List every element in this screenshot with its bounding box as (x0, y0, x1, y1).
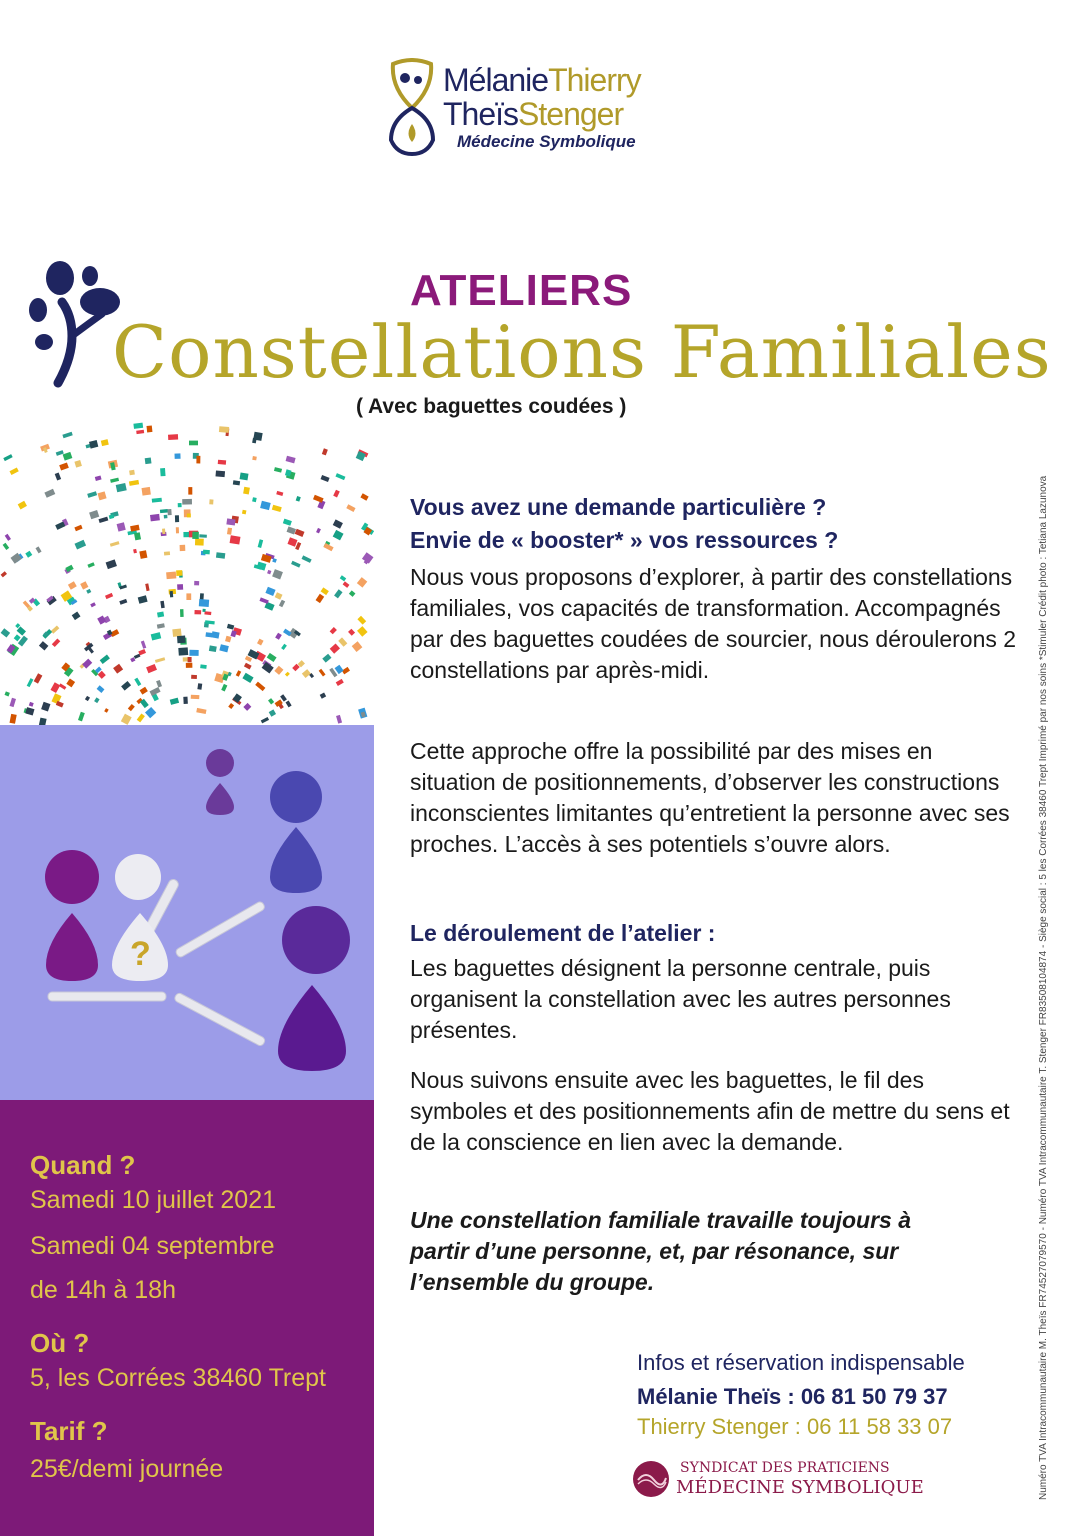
confetti-piece (202, 609, 205, 612)
confetti-piece (128, 704, 135, 711)
confetti-piece (242, 510, 246, 515)
confetti-piece (330, 644, 340, 654)
confetti-piece (178, 647, 188, 655)
confetti-piece (25, 551, 32, 558)
where-label: Où ? (30, 1328, 90, 1358)
confetti-piece (255, 682, 265, 692)
confetti-piece (196, 456, 200, 464)
confetti-piece (183, 697, 188, 704)
confetti-piece (209, 645, 217, 652)
confetti-piece (228, 703, 234, 709)
confetti-piece (287, 526, 296, 534)
confetti-piece (78, 712, 85, 722)
confetti-piece (129, 480, 139, 486)
confetti-piece (95, 475, 102, 480)
confetti-piece (5, 534, 11, 541)
confetti-piece (101, 439, 109, 446)
brand-logo (383, 58, 693, 158)
confetti-piece (56, 450, 64, 456)
confetti-piece (180, 609, 184, 617)
confetti-piece (147, 425, 153, 432)
confetti-piece (261, 717, 269, 723)
confetti-piece (233, 693, 242, 702)
confetti-piece (275, 592, 283, 600)
svg-text:?: ? (130, 935, 151, 973)
confetti-piece (10, 698, 17, 707)
confetti-piece (68, 581, 77, 589)
confetti-piece (215, 471, 225, 478)
confetti-piece (59, 462, 69, 470)
confetti-piece (225, 636, 231, 643)
confetti-piece (74, 460, 82, 468)
confetti-piece (172, 629, 181, 637)
confetti-piece (1, 571, 7, 577)
confetti-piece (219, 426, 229, 433)
syndicat-line-2: MÉDECINE SYMBOLIQUE (676, 1477, 924, 1498)
confetti-piece (343, 581, 350, 587)
confetti-piece (192, 532, 199, 539)
confetti-piece (51, 682, 61, 693)
confetti-piece (121, 714, 132, 725)
confetti-piece (186, 593, 191, 600)
confetti-piece (357, 577, 367, 588)
confetti-piece (136, 430, 144, 434)
confetti-piece (157, 623, 165, 629)
confetti-piece (316, 528, 321, 534)
confetti-piece (39, 718, 47, 725)
deroulement-paragraph-1: Les baguettes désignent la personne centrale, puis organisent la constellation avec les autres personnes présentes. (410, 955, 951, 1043)
intro-paragraph-1: Nous vous proposons d’explorer, à partir des constellations familiales, vos capacités de transformation. Accompagnés par des baguettes coudées de sourcier, nous déroulerons 2 constellations par après-midi. (410, 564, 1017, 683)
confetti-piece (152, 498, 162, 503)
confetti-piece (259, 597, 268, 604)
confetti-piece (39, 641, 49, 650)
confetti-piece (291, 561, 301, 568)
confetti-piece (140, 687, 148, 695)
confetti-piece (130, 525, 140, 532)
confetti-piece (110, 541, 120, 547)
confetti-piece (10, 714, 17, 724)
confetti-piece (72, 612, 81, 621)
confetti-piece (279, 600, 285, 608)
confetti-piece (218, 460, 226, 465)
confetti-piece (142, 487, 151, 496)
intro-paragraph-2: Cette approche offre la possibilité par des mises en situation de positionnements, d’observer les constructions inconscientes limitantes qu’entretient la personne avec ses proches. L’accès à ses potentiels s’ouvre alors. (410, 738, 1010, 857)
confetti-piece (253, 432, 262, 441)
price: 25€/demi journée (30, 1455, 224, 1483)
confetti-piece (189, 441, 198, 446)
confetti-piece (164, 551, 170, 555)
confetti-piece (110, 478, 119, 483)
confetti-piece (18, 501, 27, 510)
confetti-piece (330, 627, 337, 634)
confetti-piece (51, 626, 60, 634)
confetti-piece (227, 528, 232, 535)
confetti-piece (97, 685, 105, 693)
confetti-piece (170, 591, 174, 597)
confetti-piece (41, 702, 50, 712)
confetti-piece (94, 697, 99, 703)
confetti-piece (86, 589, 91, 594)
confetti-piece (197, 683, 202, 690)
confetti-piece (242, 673, 253, 683)
confetti-piece (233, 480, 240, 485)
confetti-piece (285, 672, 290, 677)
confetti-piece (272, 569, 283, 579)
confetti-piece (55, 472, 61, 480)
confetti-piece (129, 470, 135, 475)
confetti-piece (98, 671, 106, 679)
confetti-piece (139, 550, 147, 559)
confetti-piece (141, 641, 146, 649)
confetti-piece (160, 601, 164, 609)
confetti-piece (166, 572, 176, 580)
confetti-piece (175, 453, 181, 459)
confetti-piece (74, 525, 82, 531)
confetti-piece (244, 663, 252, 670)
confetti-piece (333, 519, 343, 528)
confetti-piece (133, 423, 143, 429)
confetti-piece (3, 454, 12, 461)
confetti-piece (162, 528, 165, 534)
confetti-piece (188, 487, 192, 495)
confetti-piece (280, 694, 287, 701)
confetti-piece (338, 637, 347, 646)
confetti-piece (134, 678, 141, 686)
when-label: Quand ? (30, 1150, 136, 1180)
question-1: Vous avez une demande particulière ? (410, 494, 827, 520)
confetti-piece (168, 434, 178, 440)
confetti-piece (258, 539, 264, 548)
confetti-piece (89, 440, 98, 449)
confetti-piece (256, 562, 266, 571)
confetti-piece (59, 683, 67, 689)
confetti-piece (334, 589, 342, 598)
confetti-piece (97, 615, 106, 624)
confetti-piece (265, 587, 275, 596)
confetti-piece (5, 691, 10, 696)
confetti-piece (269, 709, 276, 716)
confetti-piece (194, 581, 199, 585)
confetti-piece (89, 510, 99, 519)
confetti-piece (167, 509, 171, 515)
confetti-piece (199, 599, 209, 607)
confetti-piece (200, 664, 207, 669)
confetti-piece (267, 653, 277, 662)
confetti-piece (319, 669, 326, 677)
confetti-piece (85, 696, 90, 701)
confetti-piece (260, 501, 271, 510)
confetti-piece (191, 675, 197, 679)
confetti-piece (221, 684, 227, 692)
confetti-piece (195, 539, 204, 546)
confetti-piece (134, 532, 141, 540)
confetti-piece (145, 583, 149, 591)
confetti-piece (75, 540, 87, 550)
confetti-piece (333, 490, 340, 498)
confetti-piece (52, 638, 61, 647)
confetti-piece (191, 695, 200, 699)
confetti-piece (283, 519, 292, 526)
price-label: Tarif ? (30, 1416, 108, 1446)
confetti-piece (216, 552, 225, 559)
confetti-piece (104, 708, 108, 713)
confetti-piece (333, 530, 344, 541)
confetti-piece (209, 499, 213, 504)
confetti-piece (196, 708, 206, 714)
confetti-piece (340, 575, 346, 581)
confetti-piece (177, 636, 186, 644)
confetti-piece (286, 456, 296, 464)
address: 5, les Corrées 38460 Trept (30, 1364, 326, 1392)
confetti-piece (321, 475, 330, 482)
confetti-piece (320, 693, 326, 699)
confetti-piece (99, 517, 109, 523)
confetti-piece (252, 497, 257, 502)
confetti-piece (109, 514, 114, 519)
confetti-piece (80, 581, 88, 589)
date-1: Samedi 10 juillet 2021 (30, 1186, 276, 1214)
confetti-piece (27, 678, 34, 687)
syndicat-emblem-icon (632, 1460, 670, 1498)
confetti-piece (1, 628, 11, 637)
event-info-panel (0, 1100, 374, 1536)
confetti-piece (14, 634, 21, 641)
confetti-piece (187, 514, 191, 518)
confetti-piece (25, 707, 34, 715)
confetti-piece (150, 514, 160, 521)
confetti-piece (336, 679, 344, 686)
confetti-piece (335, 665, 344, 674)
confetti-piece (281, 644, 287, 650)
confetti-piece (322, 654, 331, 663)
confetti-piece (302, 669, 311, 678)
confetti-piece (113, 664, 123, 674)
confetti-piece (321, 587, 329, 595)
title-ateliers: ATELIERS (410, 266, 633, 315)
confetti-piece (176, 570, 182, 576)
confetti-piece (362, 552, 374, 563)
constellation-illustration (0, 725, 374, 1100)
confetti-piece (156, 680, 162, 688)
confetti-piece (236, 670, 241, 676)
confetti-piece (336, 715, 342, 724)
confetti-piece (146, 664, 157, 673)
confetti-piece (296, 496, 301, 502)
confetti-piece (194, 610, 201, 614)
confetti-piece (183, 657, 189, 661)
deroulement-heading: Le déroulement de l’atelier : (410, 920, 716, 946)
confetti-piece (164, 515, 168, 519)
syndicat-logo (632, 1458, 922, 1502)
confetti-piece (267, 570, 271, 575)
confetti-piece (151, 632, 162, 640)
confetti-piece (157, 611, 164, 617)
confetti-piece (82, 659, 92, 669)
confetti-piece (349, 590, 356, 597)
confetti-piece (230, 535, 241, 544)
confetti-piece (199, 534, 207, 537)
confetti-piece (272, 505, 282, 512)
logo-emblem-icon (383, 58, 441, 158)
logo-tagline: Médecine Symbolique (457, 132, 636, 151)
confetti-piece (117, 522, 126, 531)
confetti-piece (176, 527, 179, 533)
confetti-piece (275, 633, 282, 640)
hours: de 14h à 18h (30, 1276, 176, 1304)
logo-last-name-2: Stenger (518, 96, 624, 132)
confetti-piece (316, 594, 325, 603)
confetti-piece (348, 629, 355, 636)
confetti-piece (313, 495, 324, 503)
confetti-piece (137, 713, 145, 722)
confetti-piece (274, 467, 282, 473)
contact-heading: Infos et réservation indispensable (637, 1350, 965, 1375)
confetti-piece (178, 503, 182, 507)
confetti-piece (180, 545, 186, 551)
confetti-piece (360, 493, 368, 500)
page-title: Constellations Familiales (112, 310, 1052, 394)
confetti-piece (170, 698, 179, 705)
confetti-piece (274, 666, 283, 675)
confetti-piece (287, 537, 297, 546)
confetti-piece (286, 701, 292, 708)
confetti-piece (66, 678, 75, 687)
confetti-mosaic-image (0, 420, 374, 725)
confetti-piece (175, 515, 179, 522)
confetti-piece (10, 467, 19, 475)
confetti-piece (100, 655, 110, 664)
confetti-piece (134, 654, 141, 659)
confetti-piece (155, 657, 165, 663)
confetti-piece (189, 650, 198, 656)
confetti-piece (243, 487, 250, 495)
confetti-piece (87, 562, 94, 568)
confetti-piece (105, 593, 113, 599)
confetti-piece (203, 550, 210, 555)
confetti-piece (36, 546, 42, 553)
logo-first-name-2: Theïs (443, 96, 519, 132)
legal-vertical-text: Numéro TVA Intracommunautaire M. Theïs FR74527079570 - Numéro TVA Intracommunautaire T. Stenger FR83508104874 - Siège social : 5 les Corrées 38460 Trept Imprimé par nos soins *Stimuler Crédit photo : Tetiana Lazunova (1038, 475, 1049, 1500)
confetti-piece (276, 491, 283, 496)
confetti-piece (227, 624, 234, 630)
contact-melanie: Mélanie Theïs : 06 81 50 79 37 (637, 1384, 948, 1409)
confetti-piece (98, 491, 107, 500)
logo-first-name-1: Mélanie (443, 62, 549, 98)
confetti-piece (63, 452, 73, 461)
confetti-piece (29, 702, 34, 707)
confetti-piece (352, 641, 363, 652)
confetti-piece (302, 555, 312, 563)
confetti-piece (121, 681, 131, 691)
confetti-piece (240, 473, 249, 481)
figures-illustration-image (0, 725, 374, 1100)
question-2: Envie de « booster* » vos ressources ? (410, 527, 839, 553)
confetti-piece (252, 456, 257, 460)
confetti-piece (133, 549, 137, 554)
confetti-piece (257, 639, 264, 646)
syndicat-line-1: SYNDICAT DES PRATICIENS (680, 1460, 890, 1476)
confetti-piece (145, 457, 152, 464)
confetti-piece (322, 448, 328, 455)
logo-last-name-1: Thierry (548, 62, 641, 98)
confetti-piece (186, 663, 193, 668)
confetti-piece (160, 468, 165, 476)
confetti-piece (90, 602, 96, 607)
confetti-piece (335, 473, 345, 480)
confetti-piece (243, 703, 251, 711)
confetti-piece (34, 673, 43, 683)
confetti-piece (226, 518, 235, 525)
confetti-piece (138, 595, 148, 603)
confetti-piece (177, 584, 183, 590)
page-subtitle: ( Avec baguettes coudées ) (356, 395, 627, 418)
confetti-piece (145, 707, 156, 718)
confetti-piece (44, 489, 55, 498)
confetti-piece (357, 626, 368, 637)
confetti-piece (106, 559, 117, 569)
confetti-piece (219, 644, 229, 652)
confetti-piece (346, 504, 355, 512)
contact-thierry: Thierry Stenger : 06 11 58 33 07 (637, 1414, 953, 1439)
confetti-piece (119, 599, 127, 605)
deroulement-paragraph-2: Nous suivons ensuite avec les baguettes, le fil des symboles et des positionnements afin de mettre du sens et de la conscience en lien avec la demande. (410, 1067, 1010, 1155)
confetti-piece (62, 432, 72, 438)
confetti-piece (188, 657, 192, 662)
confetti-piece (87, 491, 97, 498)
confetti-piece (116, 483, 127, 492)
confetti-piece (295, 529, 305, 537)
confetti-piece (357, 616, 366, 625)
confetti-piece (160, 509, 168, 513)
confetti-piece (268, 698, 274, 704)
quote-paragraph: Une constellation familiale travaille toujours à partir d’une personne, et, par résonance, sur l’ensemble du groupe. (410, 1207, 912, 1295)
confetti-piece (182, 499, 192, 505)
confetti-piece (3, 543, 10, 550)
date-2: Samedi 04 septembre (30, 1232, 275, 1260)
